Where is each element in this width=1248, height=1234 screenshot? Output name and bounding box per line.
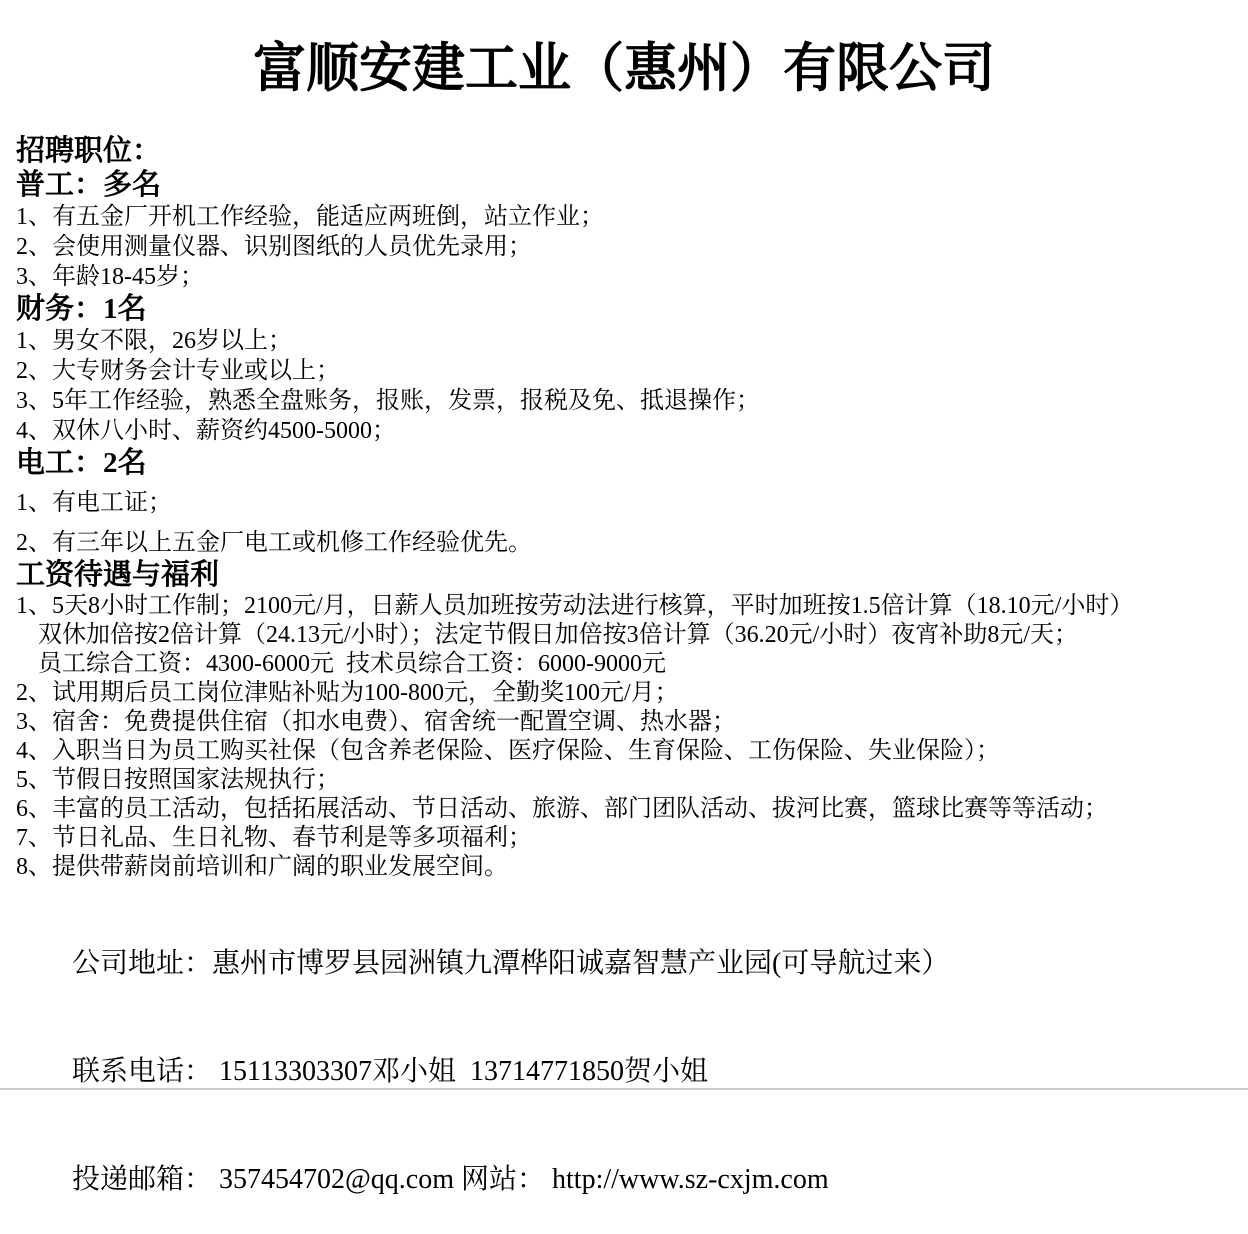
section-general-worker [16,168,1240,292]
bottom-divider-line [0,1088,1248,1090]
section-welfare [16,558,1240,882]
section-electrician [16,446,1240,558]
contact-block [16,910,1240,1234]
address-value: 惠州市博罗县园洲镇九潭桦阳诚嘉智慧产业园(可导航过来） [212,948,950,979]
list-item: 3、5年工作经验，熟悉全盘账务，报账，发票，报税及免、抵退操作； [16,388,760,414]
welfare-heading: 工资待遇与福利 [16,559,220,591]
contact-email-line [16,1126,1240,1234]
recruitment-flyer-page [0,36,1248,1195]
list-item: 2、大专财务会计专业或以上； [16,358,340,384]
list-item: 4、双休八小时、薪资约4500-5000； [16,418,396,444]
welfare-item: 6、丰富的员工活动，包括拓展活动、节日活动、旅游、部门团队活动、拔河比赛，篮球比赛等等活动； [16,796,1108,822]
company-title: 富顺安建工业（惠州）有限公司 [253,40,995,98]
flyer-content [0,134,1248,1234]
list-item: 3、年龄18-45岁； [16,264,204,290]
list-item: 1、有五金厂开机工作经验，能适应两班倒，站立作业； [16,204,604,230]
welfare-item-continuation: 员工综合工资：4300-6000元 技术员综合工资：6000-9000元 [38,651,666,677]
company-address-line [16,910,1240,1018]
section-finance [16,292,1240,446]
list-item: 2、会使用测量仪器、识别图纸的人员优先录用； [16,234,532,260]
welfare-item: 8、提供带薪岗前培训和广阔的职业发展空间。 [16,854,508,880]
contact-phone-line [16,1018,1240,1126]
list-item: 1、男女不限，26岁以上； [16,328,292,354]
email-label: 投递邮箱： [72,1164,213,1195]
email-address: 357454702@qq.com [212,1164,462,1195]
welfare-item: 7、节日礼品、生日礼物、春节利是等多项福利； [16,825,532,851]
phone-label: 联系电话： [72,1056,213,1087]
website-url: http://www.sz-cxjm.com [545,1164,829,1195]
finance-heading: 财务：1名 [16,293,147,325]
phone-numbers: 15113303307邓小姐 13714771850贺小姐 [212,1056,708,1087]
welfare-item: 1、5天8小时工作制；2100元/月，日薪人员加班按劳动法进行核算，平时加班按1.5倍计算（18.10元/小时） [16,593,1134,619]
list-item: 2、有三年以上五金厂电工或机修工作经验优先。 [16,530,532,556]
address-label: 公司地址： [72,948,213,979]
welfare-item-continuation: 双休加倍按2倍计算（24.13元/小时）；法定节假日加倍按3倍计算（36.20元/小时）夜宵补助8元/天； [38,622,1079,648]
welfare-item: 4、入职当日为员工购买社保（包含养老保险、医疗保险、生育保险、工伤保险、失业保险）； [16,738,1000,764]
list-item: 1、有电工证； [16,490,172,516]
welfare-item: 5、节假日按照国家法规执行； [16,767,340,793]
electrician-heading: 电工：2名 [16,447,147,479]
welfare-item: 2、试用期后员工岗位津贴补贴为100-800元，全勤奖100元/月； [16,680,679,706]
website-label: 网站： [461,1164,546,1195]
recruit-positions-header: 招聘职位： [16,135,162,167]
general-worker-heading: 普工：多名 [16,169,162,201]
welfare-item: 3、宿舍：免费提供住宿（扣水电费）、宿舍统一配置空调、热水器； [16,709,736,735]
